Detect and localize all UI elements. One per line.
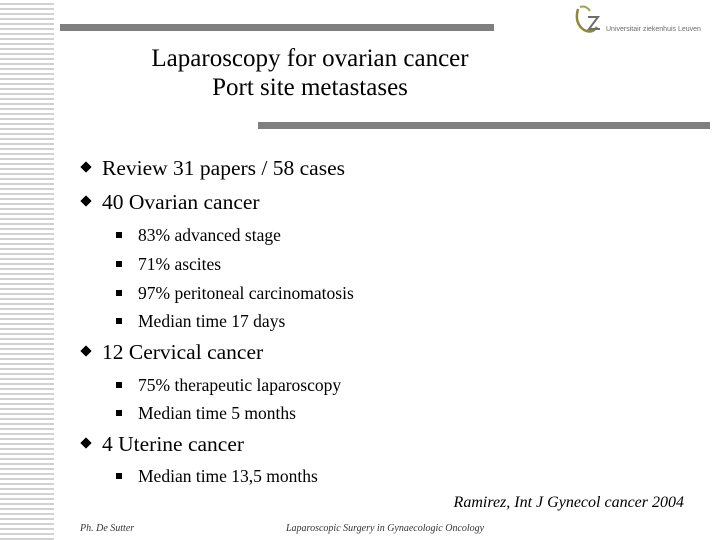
sub-bullet-item — [116, 225, 281, 246]
bullet-item — [82, 190, 260, 215]
bullet-text: Review 31 papers / 58 cases — [102, 156, 345, 180]
sub-bullet-item — [116, 403, 296, 424]
square-bullet-icon — [116, 232, 122, 238]
bullet-text: 4 Uterine cancer — [102, 432, 245, 456]
diamond-bullet-icon — [80, 437, 91, 448]
bullet-item — [82, 340, 263, 365]
sub-bullet-item — [116, 254, 221, 275]
sub-bullet-text: 97% peritoneal carcinomatosis — [138, 283, 354, 303]
decorative-stripe-band — [0, 0, 60, 540]
bullet-text: 40 Ovarian cancer — [102, 190, 260, 214]
sub-bullet-text: 71% ascites — [138, 254, 222, 274]
diamond-bullet-icon — [80, 195, 91, 206]
diamond-bullet-icon — [80, 345, 91, 356]
title-line-1: Laparoscopy for ovarian cancer — [151, 45, 469, 72]
bullet-item — [82, 156, 345, 181]
sub-bullet-item — [116, 311, 285, 332]
sub-bullet-text: 75% therapeutic laparoscopy — [138, 375, 342, 395]
logo-text: Universitair ziekenhuis Leuven — [606, 26, 701, 33]
square-bullet-icon — [116, 382, 122, 388]
citation: Ramirez, Int J Gynecol cancer 2004 — [453, 494, 684, 511]
diamond-bullet-icon — [80, 161, 91, 172]
sub-bullet-item — [116, 283, 354, 304]
square-bullet-icon — [116, 290, 122, 296]
sub-bullet-item — [116, 375, 341, 396]
square-bullet-icon — [116, 473, 122, 479]
title-underline-rule — [258, 122, 710, 129]
university-logo — [572, 3, 701, 37]
sub-bullet-text: Median time 17 days — [138, 311, 286, 331]
top-rule — [60, 24, 494, 31]
square-bullet-icon — [116, 410, 122, 416]
logo-mark-icon — [572, 3, 606, 37]
slide-title — [60, 44, 560, 102]
bullet-item — [82, 432, 244, 457]
square-bullet-icon — [116, 318, 122, 324]
footer-course-title: Laparoscopic Surgery in Gynaecologic Oncology — [286, 523, 485, 534]
title-line-2: Port site metastases — [212, 74, 408, 101]
sub-bullet-text: Median time 13,5 months — [138, 466, 318, 486]
footer-author: Ph. De Sutter — [80, 523, 135, 534]
sub-bullet-text: 83% advanced stage — [138, 225, 281, 245]
bullet-text: 12 Cervical cancer — [102, 340, 264, 364]
sub-bullet-item — [116, 466, 318, 487]
sub-bullet-text: Median time 5 months — [138, 403, 296, 423]
square-bullet-icon — [116, 261, 122, 267]
